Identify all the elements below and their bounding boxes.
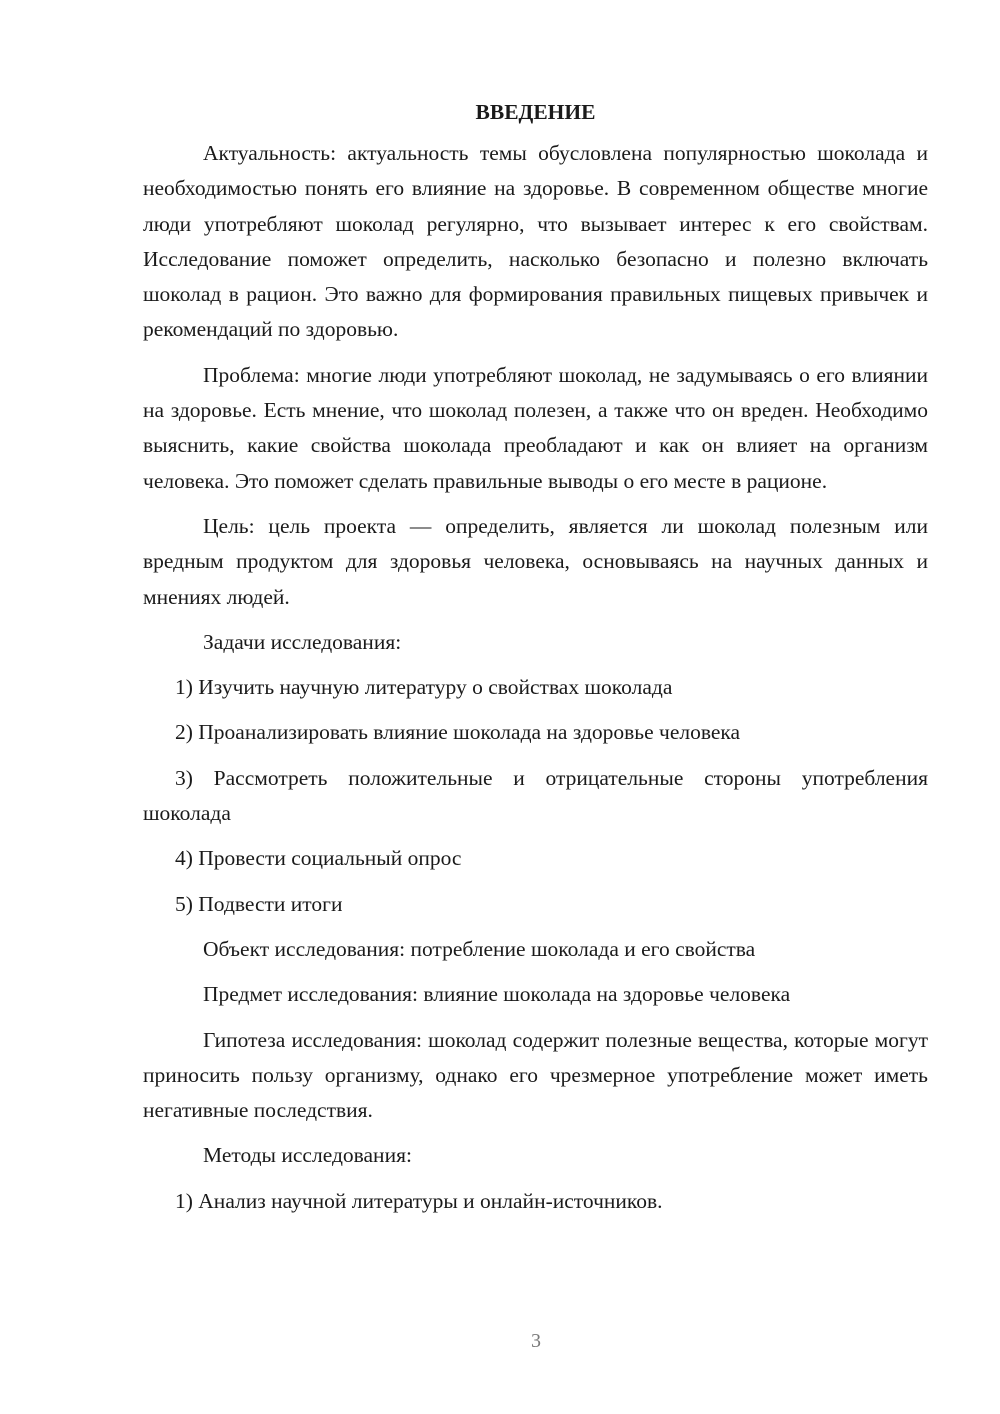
methods-heading: Методы исследования: — [203, 1143, 412, 1168]
task-item-5: 5) Подвести итоги — [175, 891, 343, 916]
tasks-heading: Задачи исследования: — [203, 629, 402, 654]
task-item-1: 1) Изучить научную литературу о свойствах шоколада — [175, 675, 673, 700]
paragraph-relevance: Актуальность: актуальность темы обусловлена популярностью шоколада и необходимостью понять его влияние на здоровье. В современном обществе многие люди употребляют шоколад регулярно, что вызывает интерес к его свойствам. Исследование поможет определить, насколько безопасно и полезно включать шоколад в рацион. Это важно для формирования правильных пищевых привычек и рекомендаций по здоровью. — [143, 141, 928, 342]
paragraph-hypothesis: Гипотеза исследования: шоколад содержит полезные вещества, которые могут приносить пользу организму, однако его чрезмерное употребление может иметь негативные последствия. — [143, 1027, 928, 1123]
paragraph-problem: Проблема: многие люди употребляют шоколад, не задумываясь о его влиянии на здоровье. Есть мнение, что шоколад полезен, а также что он вреден. Необходимо выяснить, какие свойства шоколада преобладают и как он влияет на организм человека. Это поможет сделать правильные выводы о его месте в рационе. — [143, 362, 928, 493]
page-number: 3 — [531, 1330, 541, 1352]
paragraph-object: Объект исследования: потребление шоколада и его свойства — [203, 936, 756, 961]
method-item-1: 1) Анализ научной литературы и онлайн-источников. — [175, 1188, 663, 1213]
paragraph-subject: Предмет исследования: влияние шоколада на здоровье человека — [203, 982, 791, 1007]
paragraph-goal: Цель: цель проекта — определить, является ли шоколад полезным или вредным продуктом для здоровья человека, основываясь на научных данных и мнениях людей. — [143, 513, 928, 609]
task-item-2: 2) Проанализировать влияние шоколада на здоровье человека — [175, 720, 741, 745]
task-item-4: 4) Провести социальный опрос — [175, 846, 462, 871]
page-title: ВВЕДЕНИЕ — [475, 100, 596, 124]
task-item-3: 3) Рассмотреть положительные и отрицательные стороны употребления шоколада — [143, 765, 928, 826]
document-body — [143, 96, 928, 1229]
